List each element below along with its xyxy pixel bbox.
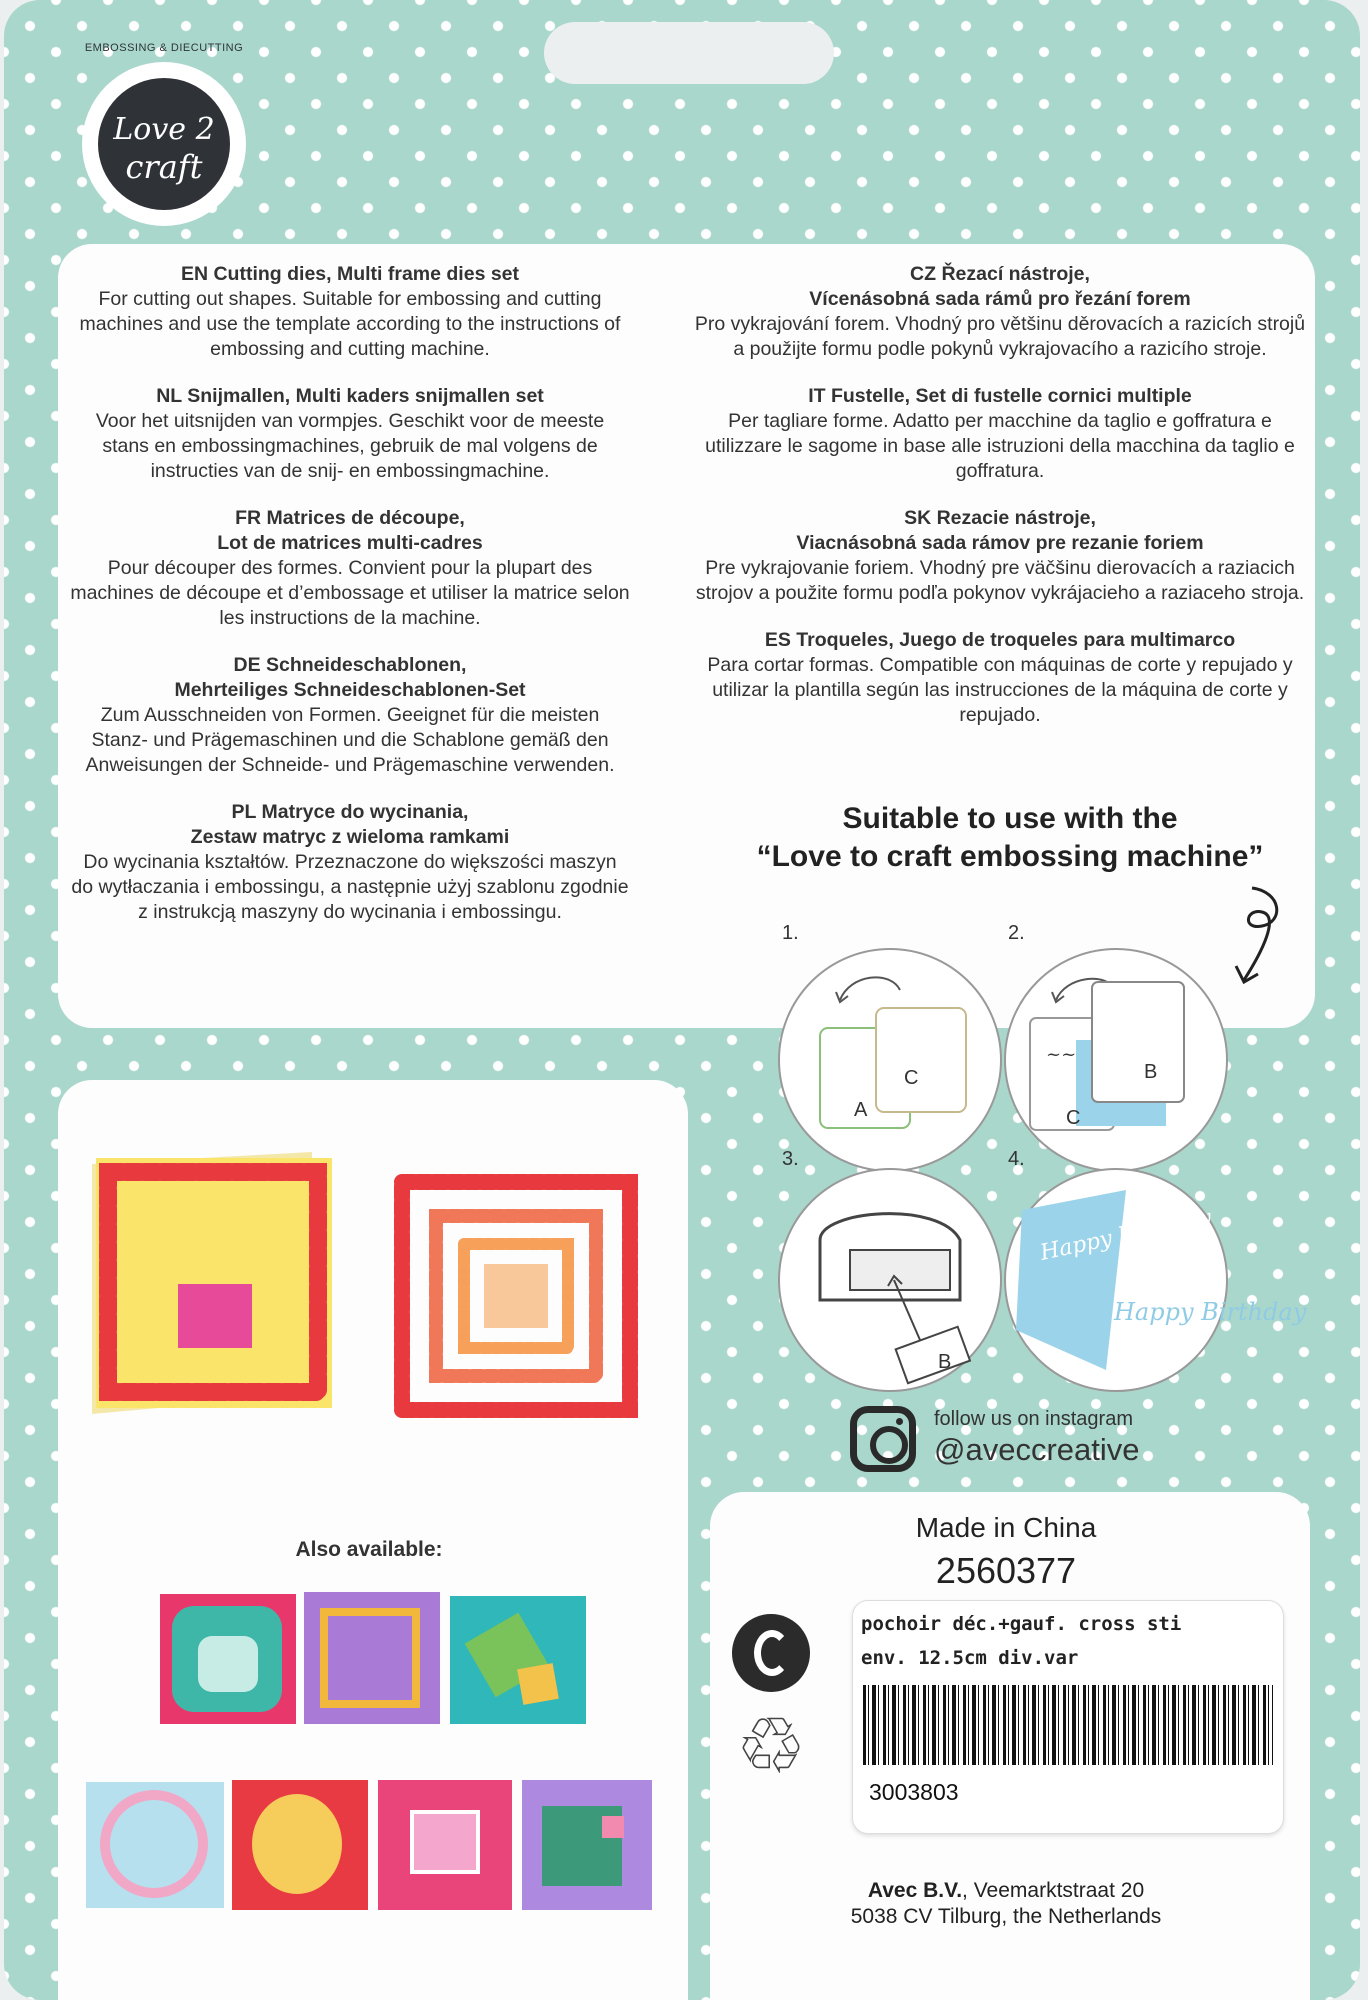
suitable-heading (700, 800, 1320, 876)
block-subheading: Viacnásobná sada rámov pre rezanie foriem (796, 532, 1204, 554)
step4-illustration (1004, 1168, 1307, 1392)
block-body: Zum Ausschneiden von Formen. Geeignet für die meisten Stanz- und Prägemaschinen und die Schablone gemäß den Anweisungen der Schneide- und Prägemaschine verwenden. (85, 704, 615, 776)
lang-block-it (690, 384, 1310, 484)
block-heading: EN Cutting dies, Multi frame dies set (180, 263, 520, 285)
svg-text:~~: ~~ (1046, 1044, 1077, 1065)
block-body: Per tagliare forme. Adatto per macchine da taglio e goffratura e utilizzare le sagome in base alle istruzioni della macchina da taglio e goffratura. (705, 410, 1295, 482)
description-column-left (70, 262, 630, 947)
lang-block-en (70, 262, 630, 362)
block-body: Voor het uitsnijden van vormpjes. Geschikt voor de meeste stans en embossingmachines, gebruik de mal volgens de instructies van de snij- en embossingmachine. (95, 410, 605, 482)
step3-illustration (778, 1168, 1002, 1392)
block-heading: PL Matryce do wycinania, (231, 801, 469, 823)
step1-diagram (780, 950, 1000, 1170)
block-heading: DE Schneideschablonen, (233, 654, 467, 676)
lang-block-cz (690, 262, 1310, 362)
related-card-5 (232, 1780, 368, 1910)
block-subheading: Lot de matrices multi-cadres (217, 532, 483, 554)
product-code: 2560377 (935, 1550, 1077, 1591)
step3-diagram (780, 1170, 1000, 1390)
made-in-label: Made in China (915, 1512, 1097, 1543)
label-b: B (1144, 1061, 1158, 1083)
related-card-7 (522, 1780, 652, 1910)
step4-number: 4. (1008, 1148, 1025, 1170)
block-heading: CZ Řezací nástroje, (910, 263, 1090, 285)
label-a: A (854, 1099, 868, 1121)
instagram-icon (850, 1406, 916, 1472)
block-subheading: Zestaw matryc z wieloma ramkami (190, 826, 510, 848)
company-address (706, 1878, 1306, 1930)
step2-number: 2. (1008, 922, 1025, 944)
barcode (863, 1685, 1273, 1765)
label-b: B (938, 1351, 952, 1373)
sticker-line1: pochoir déc.+gauf. cross sti (861, 1613, 1182, 1635)
block-body: For cutting out shapes. Suitable for embossing and cutting machines and use the template according to the instructions of embossing and cutting machine. (79, 288, 621, 360)
sticker-line2: env. 12.5cm div.var (861, 1647, 1079, 1669)
related-card-2 (304, 1592, 440, 1724)
logo-line1: Love 2 (113, 112, 215, 147)
label-c: C (904, 1067, 919, 1089)
block-heading: NL Snijmallen, Multi kaders snijmallen set (156, 385, 544, 407)
company-name: Avec B.V. (867, 1879, 963, 1902)
lang-block-pl (70, 800, 630, 925)
cutout-greeting: Happy Birthday (1114, 1298, 1307, 1326)
step1-illustration (778, 948, 1002, 1172)
instagram-follow-text: follow us on instagram (934, 1408, 1133, 1430)
step2-diagram (1006, 950, 1226, 1170)
block-body: Para cortar formas. Compatible con máquinas de corte y repujado y utilizar la plantilla según las instrucciones de la máquina de corte y repujado. (707, 654, 1293, 726)
sticker-number: 3003803 (869, 1779, 959, 1805)
company-city: 5038 CV Tilburg, the Netherlands (850, 1905, 1162, 1928)
lang-block-sk (690, 506, 1310, 606)
block-heading: ES Troqueles, Juego de troqueles para multimarco (764, 629, 1236, 651)
card-greeting: Happy birthday (1038, 1205, 1214, 1266)
brand-logo (82, 42, 246, 226)
description-column-right (690, 262, 1310, 750)
related-card-3 (450, 1596, 586, 1724)
block-subheading: Mehrteiliges Schneideschablonen-Set (174, 679, 526, 701)
frame-dies-set (392, 1172, 640, 1420)
block-body: Do wycinania kształtów. Przeznaczone do większości maszyn do wytłaczania i embossingu, a następnie użyj szablonu zgodnie z instrukcją maszyny do wycinania i embossingu. (71, 851, 629, 923)
lang-block-fr (70, 506, 630, 631)
curly-arrow-icon (1222, 882, 1292, 992)
card-sample-1 (92, 1144, 352, 1422)
logo-line2: craft (125, 148, 203, 186)
logo-badge (98, 78, 230, 210)
related-card-6 (378, 1780, 512, 1910)
lang-block-es (690, 628, 1310, 728)
block-body: Pro vykrajování forem. Vhodný pro většinu děrovacích a razicích strojů a použijte formu podle pokynů vykrajovacího a razicího stroje. (694, 313, 1306, 360)
step4-diagram (1006, 1170, 1307, 1390)
block-subheading: Vícenásobná sada rámů pro řezání forem (809, 288, 1191, 310)
hang-hole (544, 22, 834, 84)
related-card-4 (86, 1782, 224, 1908)
step3-number: 3. (782, 1148, 799, 1170)
step2-illustration (1004, 948, 1228, 1172)
block-body: Pre vykrajovanie foriem. Vhodný pre väčšinu dierovacích a raziacich strojov a použite formu podľa pokynov vykrájacieho a raziaceho stroja. (695, 557, 1305, 604)
block-heading: IT Fustelle, Set di fustelle cornici multiple (808, 385, 1192, 407)
instagram-handle[interactable]: @aveccreative (934, 1432, 1140, 1467)
label-c: C (1066, 1107, 1081, 1129)
block-heading: FR Matrices de découpe, (235, 507, 465, 529)
company-street: , Veemarktstraat 20 (962, 1879, 1145, 1902)
lang-block-nl (70, 384, 630, 484)
block-body: Pour découper des formes. Convient pour la plupart des machines de découpe et d’embossage et utiliser la matrice selon les instructions de la machine. (70, 557, 630, 629)
also-available-label: Also available: (295, 1538, 443, 1561)
suitable-line1: Suitable to use with the (842, 802, 1178, 835)
related-card-1 (160, 1594, 296, 1724)
step1-number: 1. (782, 922, 799, 944)
suitable-line2: “Love to craft embossing machine” (756, 840, 1264, 873)
price-sticker (852, 1600, 1284, 1834)
lang-block-de (70, 653, 630, 778)
recycle-icon: ♲ (736, 1702, 806, 1790)
logo-tagline: EMBOSSING & DIECUTTING (84, 42, 244, 54)
green-dot-icon (732, 1614, 810, 1692)
block-heading: SK Rezacie nástroje, (904, 507, 1096, 529)
